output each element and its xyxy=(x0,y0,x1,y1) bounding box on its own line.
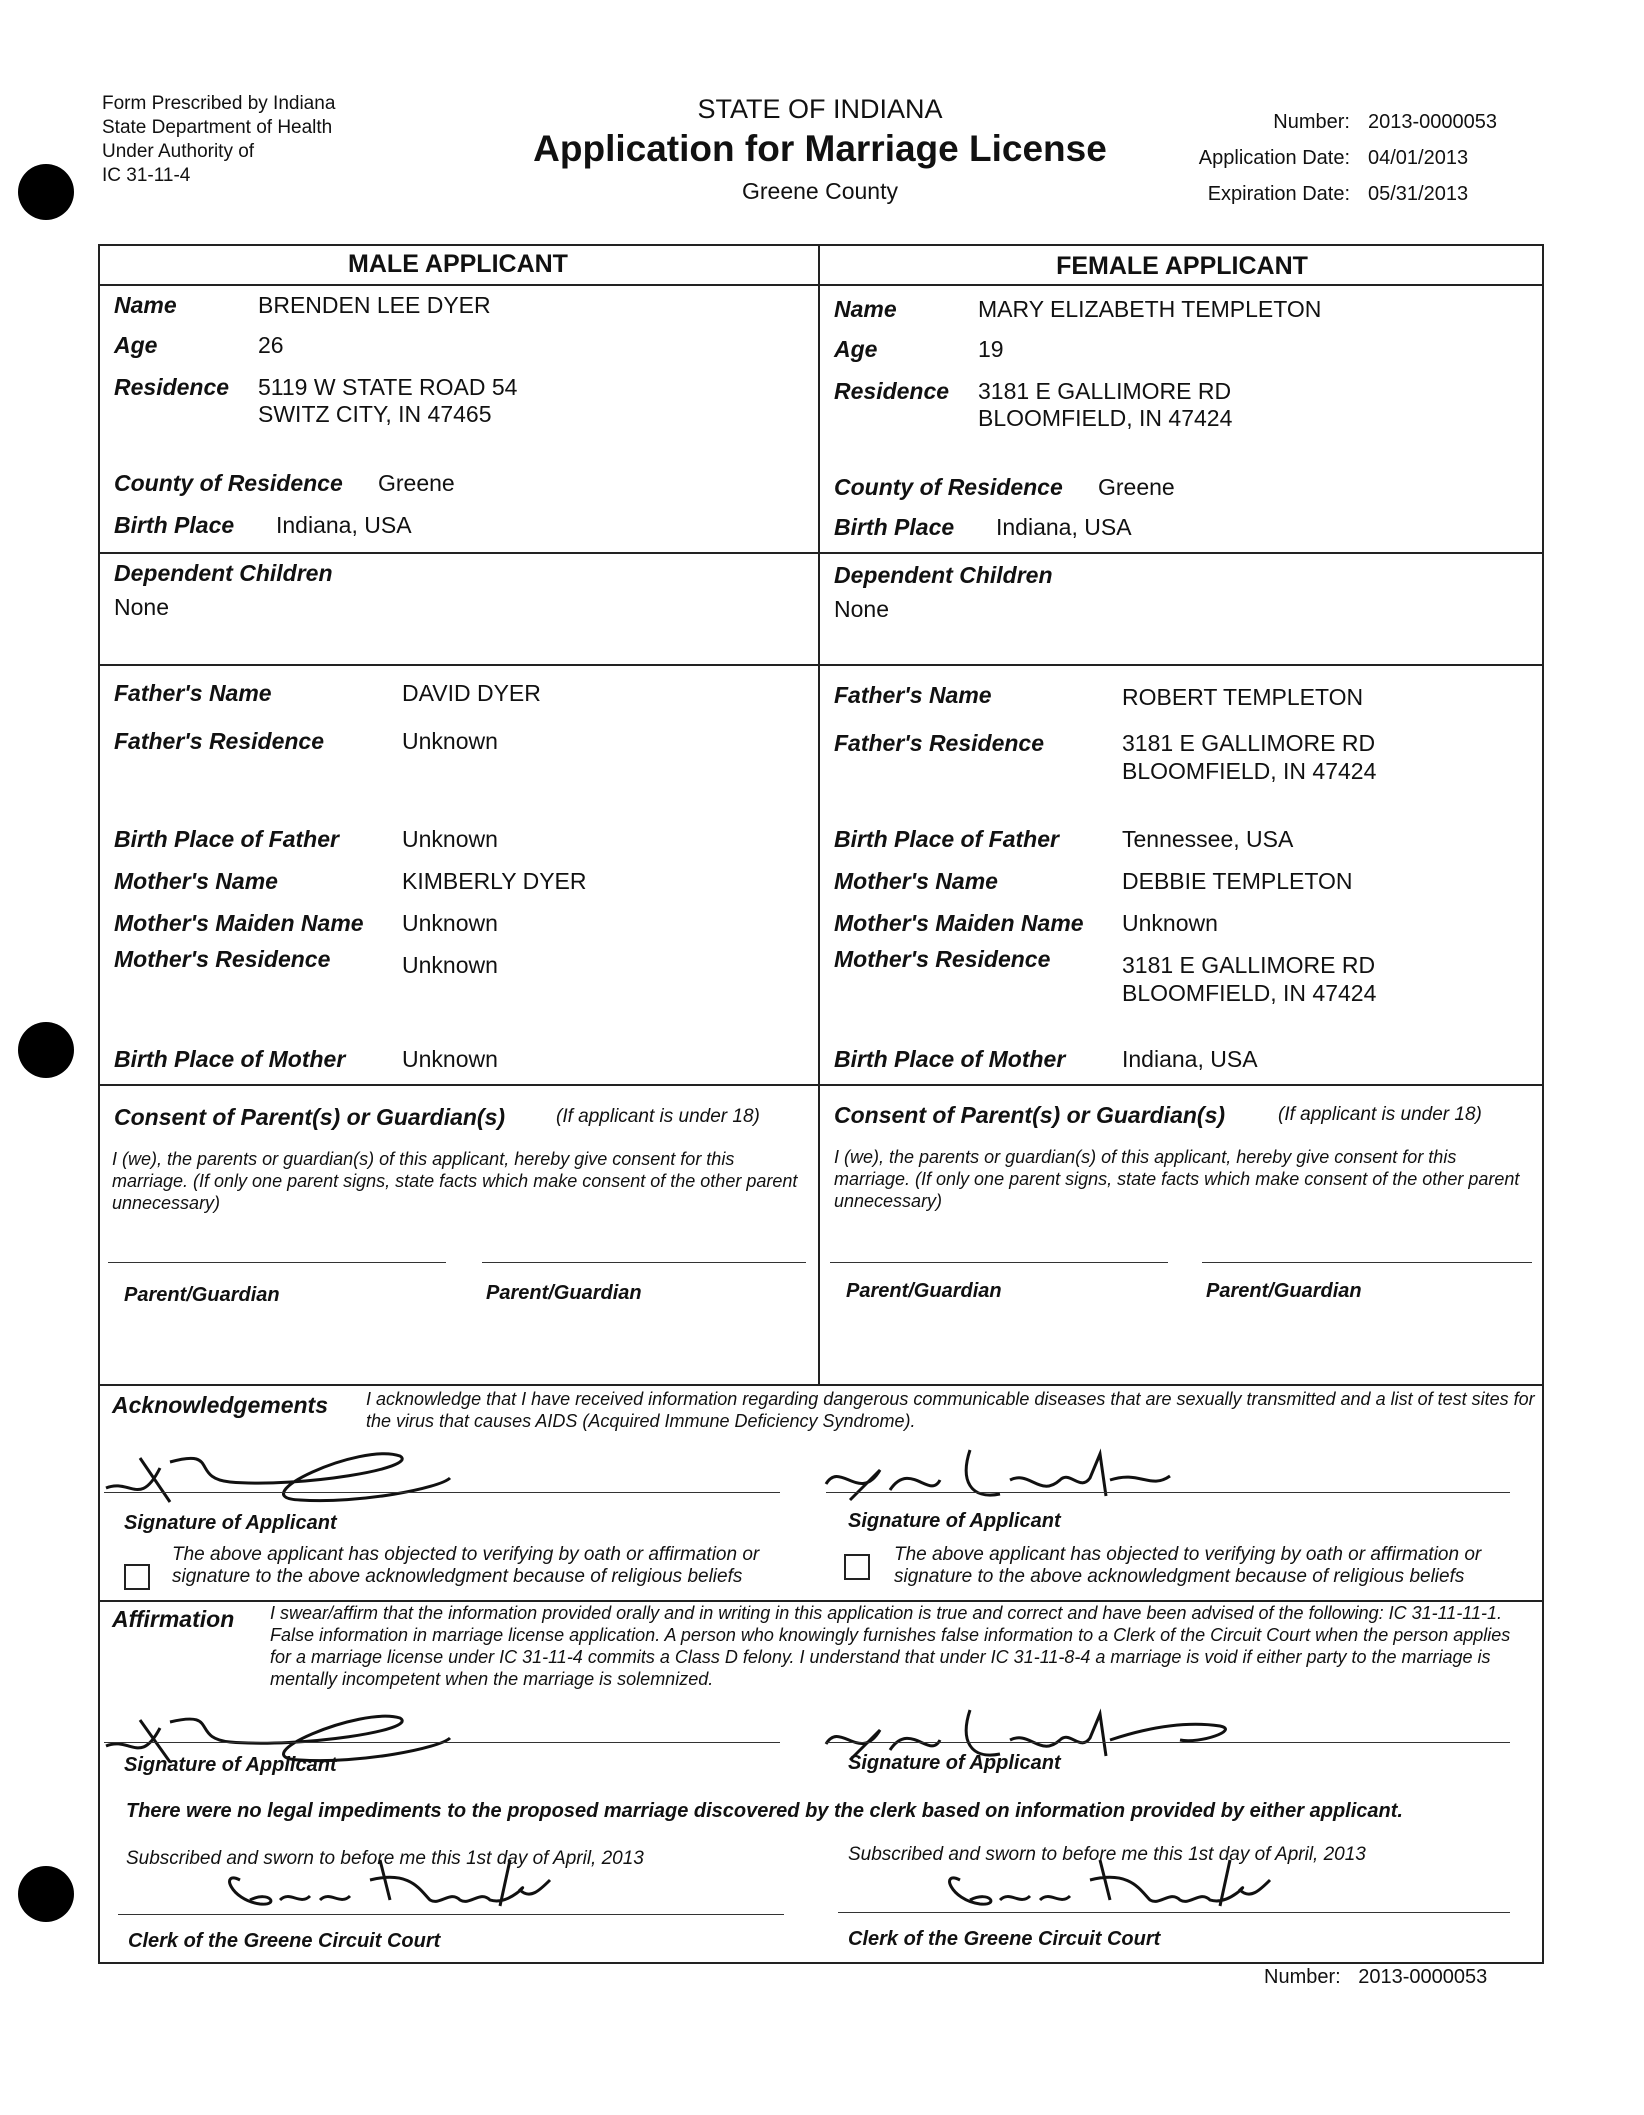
number-label: Number: xyxy=(1273,111,1350,133)
female-residence-label: Residence xyxy=(834,378,950,404)
male-mothers-name-label: Mother's Name xyxy=(114,868,278,894)
female-affirmation-signature-line xyxy=(826,1742,1510,1743)
male-residence-line2: SWITZ CITY, IN 47465 xyxy=(258,401,492,427)
female-clerk-signature-line xyxy=(838,1912,1510,1913)
male-county: Greene xyxy=(378,470,455,496)
female-mothers-maiden: Unknown xyxy=(1122,910,1218,936)
male-age-label: Age xyxy=(114,332,158,358)
male-name: BRENDEN LEE DYER xyxy=(258,292,491,318)
prescribed-line: Under Authority of xyxy=(102,141,255,162)
prescribed-line: State Department of Health xyxy=(102,117,333,138)
clerk-signature xyxy=(210,1850,570,1920)
female-residence-line1: 3181 E GALLIMORE RD xyxy=(978,378,1232,404)
male-affirmation-signature-line xyxy=(104,1742,780,1743)
male-fathers-residence-line1: Unknown xyxy=(402,728,498,754)
expiration-date-label: Expiration Date: xyxy=(1207,183,1350,205)
female-signature-of-applicant-label: Signature of Applicant xyxy=(848,1510,1061,1532)
female-fathers-residence-line2: BLOOMFIELD, IN 47424 xyxy=(1122,758,1377,784)
footer-number-value: 2013-0000053 xyxy=(1358,1966,1488,1988)
male-residence-line1: 5119 W STATE ROAD 54 xyxy=(258,374,518,400)
male-name-label: Name xyxy=(114,292,177,318)
female-fathers-name-label: Father's Name xyxy=(834,682,992,708)
affirmation-text: I swear/affirm that the information provided orally and in writing in this application is true and correct and have been advised of the following: IC 31-11-11-1. False information in marriage license application. A person who knowingly furnishes false information to a Clerk of the Circuit Court when the person applies for a marriage license under IC 31-11-4 commits a Class D felony. I understand that under IC 31-11-8-4 a marriage is void if either party to the marriage is mentally incompetent when the marriage is solemnized. xyxy=(270,1603,1511,1689)
male-birth-place-father-label: Birth Place of Father xyxy=(114,826,339,852)
female-mothers-residence-line2: BLOOMFIELD, IN 47424 xyxy=(1122,980,1377,1006)
female-mothers-name-label: Mother's Name xyxy=(834,868,998,894)
female-religious-objection-checkbox[interactable] xyxy=(844,1554,870,1580)
male-signature-of-applicant-label: Signature of Applicant xyxy=(124,1512,337,1534)
punch-hole xyxy=(18,1866,74,1922)
female-mothers-residence-line1: 3181 E GALLIMORE RD xyxy=(1122,952,1376,978)
application-date: 04/01/2013 xyxy=(1368,147,1469,169)
male-applicant-signature xyxy=(100,1438,460,1518)
female-name-label: Name xyxy=(834,296,897,322)
male-mothers-maiden: Unknown xyxy=(402,910,498,936)
female-mothers-maiden-label: Mother's Maiden Name xyxy=(834,910,1084,936)
state-heading: STATE OF INDIANA xyxy=(697,94,943,124)
male-birth-place: Indiana, USA xyxy=(276,512,412,538)
female-clerk-label: Clerk of the Greene Circuit Court xyxy=(848,1928,1161,1950)
male-mothers-maiden-label: Mother's Maiden Name xyxy=(114,910,364,936)
male-mothers-residence-label: Mother's Residence xyxy=(114,946,331,972)
parent-guardian-label: Parent/Guardian xyxy=(846,1280,1002,1302)
punch-hole xyxy=(18,1022,74,1078)
male-birth-place-father: Unknown xyxy=(402,826,498,852)
male-applicant-signature-line xyxy=(104,1492,780,1493)
divider xyxy=(98,552,1544,554)
female-dependent-children: None xyxy=(834,596,889,622)
male-affirmation-signature-label: Signature of Applicant xyxy=(124,1754,337,1776)
male-dependent-children-label: Dependent Children xyxy=(114,560,333,586)
parent-guardian-signature-line xyxy=(830,1262,1168,1263)
expiration-date: 05/31/2013 xyxy=(1368,183,1469,205)
divider xyxy=(98,664,1544,666)
divider xyxy=(98,1084,1544,1086)
form-prescribed-note xyxy=(102,92,335,188)
male-subscribed-sworn: Subscribed and sworn to before me this 1st day of April, 2013 xyxy=(126,1848,644,1869)
male-mothers-residence-line1: Unknown xyxy=(402,952,498,978)
female-county-label: County of Residence xyxy=(834,474,1063,500)
no-impediments-statement: There were no legal impediments to the proposed marriage discovered by the clerk based on information provided by either applicant. xyxy=(126,1800,1403,1822)
female-birth-place: Indiana, USA xyxy=(996,514,1132,540)
punch-hole xyxy=(18,164,74,220)
application-date-label: Application Date: xyxy=(1198,147,1350,169)
male-birth-place-mother-label: Birth Place of Mother xyxy=(114,1046,346,1072)
male-consent-text: I (we), the parents or guardian(s) of this applicant, hereby give consent for this marriage. (If only one parent signs, state facts which make consent of the other parent unnecessary) xyxy=(112,1149,798,1213)
parent-guardian-label: Parent/Guardian xyxy=(124,1284,280,1306)
female-fathers-name: ROBERT TEMPLETON xyxy=(1122,684,1364,710)
female-affirmation-signature-label: Signature of Applicant xyxy=(848,1752,1061,1774)
female-consent-title: Consent of Parent(s) or Guardian(s) xyxy=(834,1102,1226,1128)
footer-number xyxy=(1264,1966,1487,1989)
divider xyxy=(98,284,1544,286)
prescribed-line: Form Prescribed by Indiana xyxy=(102,93,336,114)
male-dependent-children: None xyxy=(114,594,169,620)
female-birth-place-mother-label: Birth Place of Mother xyxy=(834,1046,1066,1072)
form-title: Application for Marriage License xyxy=(533,128,1107,169)
male-clerk-label: Clerk of the Greene Circuit Court xyxy=(128,1930,441,1952)
form-meta xyxy=(1130,104,1497,212)
male-objection-text: The above applicant has objected to verifying by oath or affirmation or signature to the above acknowledgment because of religious beliefs xyxy=(172,1544,760,1587)
male-age: 26 xyxy=(258,332,284,358)
male-applicant-heading: MALE APPLICANT xyxy=(348,250,568,278)
female-objection-text: The above applicant has objected to verifying by oath or affirmation or signature to the above acknowledgment because of religious beliefs xyxy=(894,1544,1482,1587)
column-divider xyxy=(818,244,820,1384)
female-applicant-signature-line xyxy=(826,1492,1510,1493)
parent-guardian-signature-line xyxy=(1202,1262,1532,1263)
prescribed-line: IC 31-11-4 xyxy=(102,165,191,186)
male-fathers-residence-label: Father's Residence xyxy=(114,728,324,754)
male-county-label: County of Residence xyxy=(114,470,343,496)
female-subscribed-sworn: Subscribed and sworn to before me this 1st day of April, 2013 xyxy=(848,1844,1366,1865)
female-fathers-residence-line1: 3181 E GALLIMORE RD xyxy=(1122,730,1376,756)
parent-guardian-signature-line xyxy=(108,1262,446,1263)
female-mothers-name: DEBBIE TEMPLETON xyxy=(1122,868,1353,894)
county-heading: Greene County xyxy=(742,178,898,204)
affirmation-heading: Affirmation xyxy=(112,1606,235,1632)
female-birth-place-father: Tennessee, USA xyxy=(1122,826,1294,852)
female-consent-note: (If applicant is under 18) xyxy=(1278,1104,1482,1125)
female-applicant-heading: FEMALE APPLICANT xyxy=(1056,252,1308,280)
acknowledgements-heading: Acknowledgements xyxy=(112,1392,328,1418)
male-birth-place-label: Birth Place xyxy=(114,512,235,538)
female-age-label: Age xyxy=(834,336,878,362)
male-consent-title: Consent of Parent(s) or Guardian(s) xyxy=(114,1104,506,1130)
male-fathers-name: DAVID DYER xyxy=(402,680,541,706)
female-fathers-residence-label: Father's Residence xyxy=(834,730,1044,756)
male-fathers-name-label: Father's Name xyxy=(114,680,272,706)
male-clerk-signature-line xyxy=(118,1914,784,1915)
male-residence-label: Residence xyxy=(114,374,230,400)
footer-number-label: Number: xyxy=(1264,1966,1341,1988)
female-county: Greene xyxy=(1098,474,1175,500)
parent-guardian-signature-line xyxy=(482,1262,806,1263)
female-birth-place-father-label: Birth Place of Father xyxy=(834,826,1059,852)
male-consent-note: (If applicant is under 18) xyxy=(556,1106,760,1127)
female-applicant-signature xyxy=(820,1440,1180,1520)
female-birth-place-label: Birth Place xyxy=(834,514,955,540)
female-dependent-children-label: Dependent Children xyxy=(834,562,1053,588)
female-birth-place-mother: Indiana, USA xyxy=(1122,1046,1258,1072)
female-age: 19 xyxy=(978,336,1004,362)
parent-guardian-label: Parent/Guardian xyxy=(486,1282,642,1304)
parent-guardian-label: Parent/Guardian xyxy=(1206,1280,1362,1302)
acknowledgements-text: I acknowledge that I have received information regarding dangerous communicable diseases that are sexually transmitted and a list of test sites for the virus that causes AIDS (Acquired Immune Deficiency Syndrome). xyxy=(366,1389,1535,1431)
female-name: MARY ELIZABETH TEMPLETON xyxy=(978,296,1322,322)
female-mothers-residence-label: Mother's Residence xyxy=(834,946,1051,972)
clerk-signature xyxy=(930,1850,1290,1920)
male-religious-objection-checkbox[interactable] xyxy=(124,1564,150,1590)
divider xyxy=(98,1384,1544,1386)
female-consent-text: I (we), the parents or guardian(s) of this applicant, hereby give consent for this marriage. (If only one parent signs, state facts which make consent of the other parent unnecessary) xyxy=(834,1147,1520,1211)
female-residence-line2: BLOOMFIELD, IN 47424 xyxy=(978,405,1233,431)
form-number: 2013-0000053 xyxy=(1368,111,1498,133)
male-birth-place-mother: Unknown xyxy=(402,1046,498,1072)
male-mothers-name: KIMBERLY DYER xyxy=(402,868,587,894)
